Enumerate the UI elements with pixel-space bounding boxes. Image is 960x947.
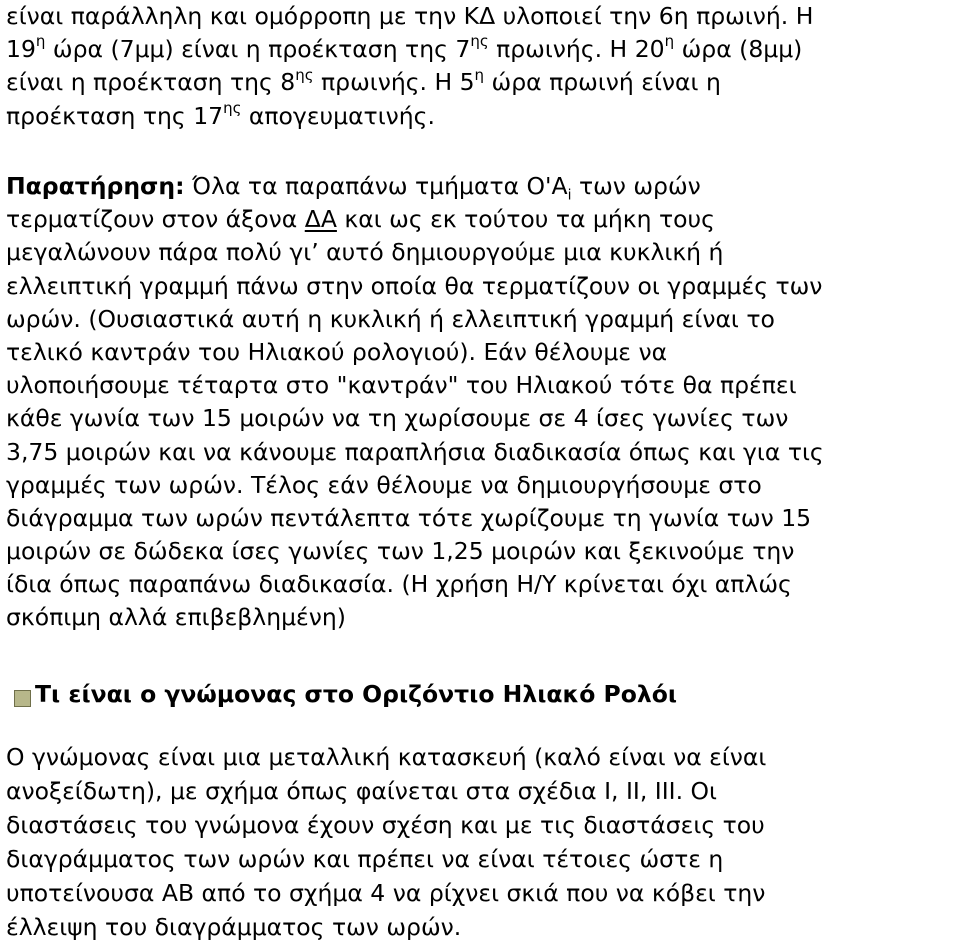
text-line: μεγαλώνουν πάρα πολύ γι’ αυτό δημιουργούμε μια κυκλική ή [6, 238, 724, 267]
paragraph-hour-extensions [6, 0, 954, 133]
square-bullet-icon [14, 690, 31, 707]
text-line: Παρατήρηση: Όλα τα παραπάνω τμήματα $O'A_i$ των ωρών [6, 172, 701, 204]
observation-label: Παρατήρηση: [6, 172, 185, 200]
text-line: έλλειψη του διαγράμματος των ωρών. [6, 913, 462, 941]
text-line: Ο γνώμονας είναι μια μεταλλική κατασκευή (καλό είναι να είναι [6, 743, 767, 771]
paragraph-gnomon [6, 740, 954, 944]
text-line: μοιρών σε δώδεκα ίσες γωνίες των 1,25 μοιρών και ξεκινούμε την [6, 537, 795, 566]
text-line: ελλειπτική γραμμή πάνω στην οποία θα τερματίζουν οι γραμμές των [6, 271, 823, 300]
text-line: υποτείνουσα ΑΒ από το σχήμα 4 να ρίχνει σκιά που να κόβει την [6, 879, 766, 907]
text-line: υλοποιήσουμε τέταρτα στο "καντράν" του Ηλιακού τότε θα πρέπει [6, 371, 797, 400]
text-line: ίδια όπως παραπάνω διαδικασία. (Η χρήση Η/Υ κρίνεται όχι απλώς [6, 570, 792, 599]
text-line: ανοξείδωτη), με σχήμα όπως φαίνεται στα σχέδια Ι, ΙΙ, ΙΙΙ. Οι [6, 777, 717, 805]
text-line: κάθε γωνία των 15 μοιρών να τη χωρίσουμε σε 4 ίσες γωνίες των [6, 404, 789, 433]
text-line: είναι η προέκταση της $8^{\eta\varsigma}$ πρωινής. Η $5^\eta$ ώρα πρωινή είναι η [6, 65, 721, 97]
text-line: διαγράμματος των ωρών και πρέπει να είναι τέτοιες ώστε η [6, 845, 724, 873]
text-line: προέκταση της $17^{\eta\varsigma}$ απογευματινής. [6, 98, 435, 130]
text-line: είναι παράλληλη και ομόρροπη με την ΚΔ υλοποιεί την 6η πρωινή. Η [6, 2, 814, 30]
text-line: διάγραμμα των ωρών πεντάλεπτα τότε χωρίζουμε τη γωνία των 15 [6, 503, 812, 532]
text-line: ωρών. (Ουσιαστικά αυτή η κυκλική ή ελλειπτική γραμμή είναι το [6, 304, 775, 333]
text-line: τελικό καντράν του Ηλιακού ρολογιού). Εάν θέλουμε να [6, 337, 668, 366]
text-line: $19^\eta$ ώρα (7μμ) είναι η προέκταση της $7^{\eta\varsigma}$ πρωινής. Η $20^\eta$ ώρα (8μμ) [6, 32, 803, 64]
heading-text: Τι είναι ο γνώμονας στο Οριζόντιο Ηλιακό Ρολόι [35, 680, 678, 708]
text-line: γραμμές των ωρών. Τέλος εάν θέλουμε να δημιουργήσουμε στο [6, 470, 762, 499]
text-line: 3,75 μοιρών και να κάνουμε παραπλήσια διαδικασία όπως και για τις [6, 437, 824, 466]
text-line: διαστάσεις του γνώμονα έχουν σχέση και με τις διαστάσεις του [6, 811, 765, 839]
section-heading [14, 677, 677, 711]
paragraph-observation [6, 170, 954, 635]
text-line: τερματίζουν στον άξονα ΔΑ και ως εκ τούτου τα μήκη τους [6, 205, 715, 234]
text-line: σκόπιμη αλλά επιβεβλημένη) [6, 603, 346, 632]
axis-label: ΔΑ [304, 205, 337, 234]
